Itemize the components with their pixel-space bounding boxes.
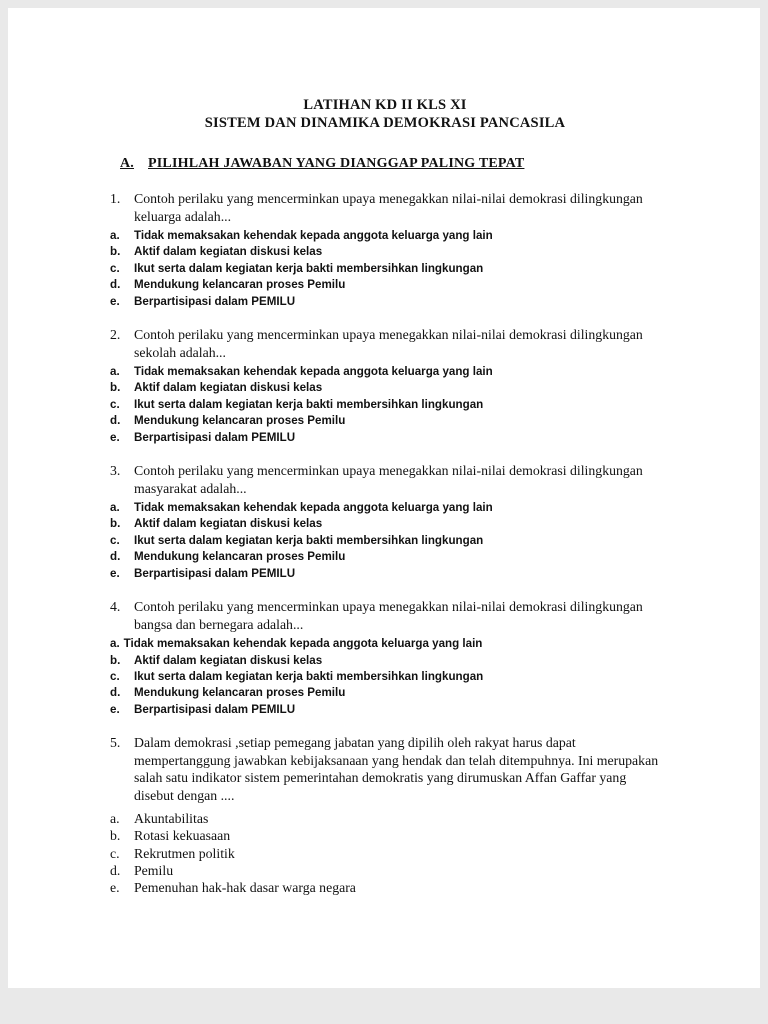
option-row bbox=[110, 827, 660, 844]
option-letter: b. bbox=[110, 653, 121, 667]
option-letter: d. bbox=[110, 686, 121, 700]
option-row bbox=[110, 380, 660, 396]
option-text: Pemilu bbox=[134, 862, 174, 878]
option-text: Pemenuhan hak-hak dasar warga negara bbox=[134, 879, 356, 895]
option-text: Mendukung kelancaran proses Pemilu bbox=[134, 278, 346, 292]
option-row bbox=[110, 500, 660, 516]
option-row bbox=[110, 533, 660, 549]
document-content bbox=[8, 8, 760, 896]
option-letter: e. bbox=[110, 566, 120, 580]
question-item bbox=[110, 190, 660, 310]
option-text: Mendukung kelancaran proses Pemilu bbox=[134, 550, 346, 564]
option-text: Rekrutmen politik bbox=[134, 845, 235, 861]
option-text: Tidak memaksakan kehendak kepada anggota keluarga yang lain bbox=[134, 501, 493, 515]
option-text: Ikut serta dalam kegiatan kerja bakti membersihkan lingkungan bbox=[134, 669, 484, 683]
option-text: Rotasi kekuasaan bbox=[134, 828, 231, 844]
option-text: Berpartisipasi dalam PEMILU bbox=[134, 430, 296, 444]
question-stem-row bbox=[110, 462, 660, 497]
question-stem-row bbox=[110, 598, 660, 633]
option-row bbox=[110, 845, 660, 862]
question-stem: Contoh perilaku yang mencerminkan upaya menegakkan nilai-nilai demokrasi dilingkungan masyarakat adalah... bbox=[134, 463, 643, 496]
question-item bbox=[110, 462, 660, 582]
option-letter: c. bbox=[110, 261, 120, 275]
option-row bbox=[110, 669, 660, 685]
option-text: Ikut serta dalam kegiatan kerja bakti membersihkan lingkungan bbox=[134, 261, 484, 275]
option-letter: c. bbox=[110, 669, 120, 683]
document-title bbox=[110, 96, 660, 132]
option-row bbox=[110, 685, 660, 701]
option-row bbox=[110, 261, 660, 277]
option-letter: b. bbox=[110, 245, 121, 259]
question-stem: Contoh perilaku yang mencerminkan upaya menegakkan nilai-nilai demokrasi dilingkungan keluarga adalah... bbox=[134, 191, 643, 224]
option-row bbox=[110, 566, 660, 582]
option-text: Berpartisipasi dalam PEMILU bbox=[134, 566, 296, 580]
option-letter: d. bbox=[110, 414, 121, 428]
option-row bbox=[110, 653, 660, 669]
option-row bbox=[110, 244, 660, 260]
option-text: Tidak memaksakan kehendak kepada anggota keluarga yang lain bbox=[134, 365, 493, 379]
option-letter: a. bbox=[110, 501, 120, 515]
question-stem-row bbox=[110, 734, 660, 804]
option-text: Berpartisipasi dalam PEMILU bbox=[134, 702, 296, 716]
option-letter: d. bbox=[110, 550, 121, 564]
option-text: Berpartisipasi dalam PEMILU bbox=[134, 294, 296, 308]
document-page bbox=[8, 8, 760, 988]
section-label: A. bbox=[120, 156, 135, 171]
option-row bbox=[110, 277, 660, 293]
option-letter: c. bbox=[110, 845, 120, 861]
option-row bbox=[110, 636, 660, 652]
option-row bbox=[110, 294, 660, 310]
option-text: Mendukung kelancaran proses Pemilu bbox=[134, 414, 346, 428]
question-number: 2. bbox=[110, 327, 121, 343]
option-letter: e. bbox=[110, 702, 120, 716]
option-letter: a. bbox=[110, 637, 120, 651]
section-heading bbox=[120, 156, 660, 172]
question-stem: Contoh perilaku yang mencerminkan upaya menegakkan nilai-nilai demokrasi dilingkungan sekolah adalah... bbox=[134, 327, 643, 360]
option-row bbox=[110, 810, 660, 827]
question-stem: Dalam demokrasi ,setiap pemegang jabatan yang dipilih oleh rakyat harus dapat mempertanggung jawabkan kebijaksanaan yang hendak dan telah ditempuhnya. Ini merupakan salah satu indikator sistem pemerintahan demokratis yang dirumuskan Affan Gaffar yang disebut dengan .... bbox=[134, 735, 659, 803]
option-letter: a. bbox=[110, 365, 120, 379]
question-number: 5. bbox=[110, 735, 121, 751]
option-row bbox=[110, 228, 660, 244]
question-item bbox=[110, 734, 660, 896]
option-letter: d. bbox=[110, 278, 121, 292]
question-number: 1. bbox=[110, 191, 121, 206]
document-title-line-1: LATIHAN KD II KLS XI bbox=[303, 97, 467, 113]
option-row bbox=[110, 430, 660, 446]
option-letter: c. bbox=[110, 397, 120, 411]
option-letter: e. bbox=[110, 879, 120, 895]
option-letter: a. bbox=[110, 811, 120, 827]
option-letter: d. bbox=[110, 862, 121, 878]
option-text: Tidak memaksakan kehendak kepada anggota keluarga yang lain bbox=[134, 229, 493, 242]
option-row bbox=[110, 879, 660, 896]
option-letter: b. bbox=[110, 381, 121, 395]
question-item bbox=[110, 598, 660, 718]
option-letter: b. bbox=[110, 828, 121, 844]
option-letter: c. bbox=[110, 533, 120, 547]
option-row bbox=[110, 516, 660, 532]
section-heading-text: PILIHLAH JAWABAN YANG DIANGGAP PALING TEPAT bbox=[148, 156, 525, 171]
option-letter: b. bbox=[110, 517, 121, 531]
document-title-line-2: SISTEM DAN DINAMIKA DEMOKRASI PANCASILA bbox=[204, 115, 566, 131]
question-item bbox=[110, 326, 660, 446]
question-stem-row bbox=[110, 190, 660, 225]
option-text: Aktif dalam kegiatan diskusi kelas bbox=[134, 245, 323, 259]
question-number: 4. bbox=[110, 599, 121, 615]
option-text: Mendukung kelancaran proses Pemilu bbox=[134, 686, 346, 700]
option-text: Ikut serta dalam kegiatan kerja bakti membersihkan lingkungan bbox=[134, 533, 484, 547]
option-row bbox=[110, 702, 660, 718]
option-letter: e. bbox=[110, 430, 120, 444]
option-row bbox=[110, 862, 660, 879]
option-text: Aktif dalam kegiatan diskusi kelas bbox=[134, 517, 323, 531]
option-row bbox=[110, 549, 660, 565]
option-text: Tidak memaksakan kehendak kepada anggota keluarga yang lain bbox=[123, 637, 483, 651]
option-row bbox=[110, 413, 660, 429]
option-text: Akuntabilitas bbox=[134, 811, 209, 827]
question-stem-row bbox=[110, 326, 660, 361]
option-row bbox=[110, 364, 660, 380]
option-text: Aktif dalam kegiatan diskusi kelas bbox=[134, 653, 323, 667]
question-stem: Contoh perilaku yang mencerminkan upaya menegakkan nilai-nilai demokrasi dilingkungan bangsa dan bernegara adalah... bbox=[134, 599, 643, 632]
question-number: 3. bbox=[110, 463, 121, 479]
option-letter: a. bbox=[110, 229, 120, 242]
option-row bbox=[110, 397, 660, 413]
option-text: Aktif dalam kegiatan diskusi kelas bbox=[134, 381, 323, 395]
option-letter: e. bbox=[110, 294, 120, 308]
option-text: Ikut serta dalam kegiatan kerja bakti membersihkan lingkungan bbox=[134, 397, 484, 411]
